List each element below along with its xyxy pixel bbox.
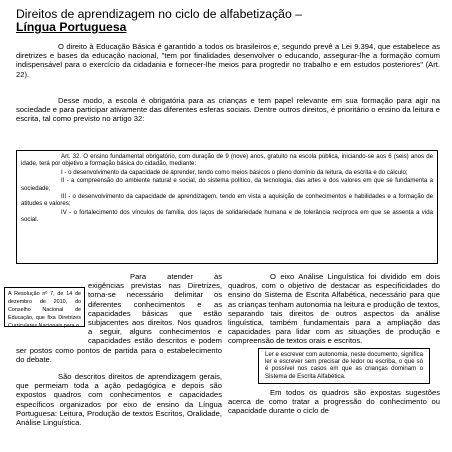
law-item-i: I - o desenvolvimento da capacidade de aprender, tendo como meios básicos o pleno domínio da leitura, da escrita e do cálculo; xyxy=(61,168,408,176)
left-column-bottom-paragraph: São descritos direitos de aprendizagem gerais, que permeiam toda a ação pedagógica e depois são expostos quadros com conhecimentos e capacidades específicos organizados por eixo de ensino da Língua Portuguesa: Leitura, Produção de textos Escritos, Oralidade, Análise Linguística. xyxy=(16,372,222,428)
left-column-top-text: Para atender às exigências previstas nas Diretrizes, torna-se necessário delimitar os diferentes conhecimentos e as capacidades básicas que estão subjacentes aos direitos. Nos quadros a seguir, alguns conhecimentos e capacidades estão descritos e podem ser postos como pontos de partida para o estabelecimento do debate. xyxy=(16,272,222,364)
right-column-top-paragraph: O eixo Análise Linguística foi dividido em dois quadros, com o objetivo de destacar as especificidades do ensino do Sistema de Escrita Alfabética, necessário para que as crianças tenham autonomia na leitura e produção de textos, separando tais direitos de outros aspectos da análise linguística, também fundamentais para a ampliação das capacidades para lidar com as situações de produção e compreensão de textos orais e escritos. xyxy=(228,272,440,346)
law-article-box xyxy=(16,150,438,264)
side-note-box: A Resolução nº 7, de 14 de dezembro de 2010, do Conselho Nacional de Educação, que fixa Diretrizes Curriculares Nacionais para o xyxy=(4,287,85,327)
law-item-iv: IV - o fortalecimento dos vínculos de família, dos laços de solidariedade humana e de tolerância recíproca em que se assenta a vida social. xyxy=(21,208,433,224)
law-item-ii: II - a compreensão do ambiente natural e social, do sistema político, da tecnologia, das artes e dos valores em que se fundamenta a sociedade; xyxy=(21,177,433,192)
autonomy-quote-box: Ler e escrever com autonomia, neste documento, significa ler e escrever sem precisar de ledor ou escriba, o que só é possível nos casos em que as crianças dominam o Sistema de Escrita Alfabética. xyxy=(258,348,430,384)
intro-paragraph-1: O direito à Educação Básica é garantido a todos os brasileiros e, segundo prevê a Lei 9.394, que estabelece as diretrizes e bases da educação nacional, "tem por finalidades desenvolver o educando, assegurar-lhe a formação comum indispensável para o exercício da cidadania e fornecer-lhe meios para progredir no trabalho e em estudos posteriores" (Art. 22). xyxy=(16,42,440,79)
law-item-iii: III - o desenvolvimento da capacidade de aprendizagem, tendo em vista a aquisição de conhecimentos e habilidades e a formação de atitudes e valores; xyxy=(21,193,433,208)
right-column-bottom-paragraph: Em todos os quadros são expostas sugestões acerca de como tratar a progressão do conhecimento ou capacidade durante o ciclo de xyxy=(228,388,440,416)
document-title xyxy=(16,8,440,34)
title-line-2: Língua Portuguesa xyxy=(16,20,127,34)
law-article-intro: Art. 32. O ensino fundamental obrigatório, com duração de 9 (nove) anos, gratuito na escola pública, iniciando-se aos 6 (seis) anos de idade, terá por objetivo a formação básica do cidadão, mediante: xyxy=(21,153,433,168)
intro-paragraph-2: Desse modo, a escola é obrigatória para as crianças e tem papel relevante em sua formação para agir na sociedade e para participar ativamente das diferentes esferas sociais. Dentre outros direitos, é prioritário o ensino da leitura e escrita, tal como previsto no artigo 32: xyxy=(16,96,440,124)
title-line-1: Direitos de aprendizagem no ciclo de alfabetização – xyxy=(16,7,302,21)
